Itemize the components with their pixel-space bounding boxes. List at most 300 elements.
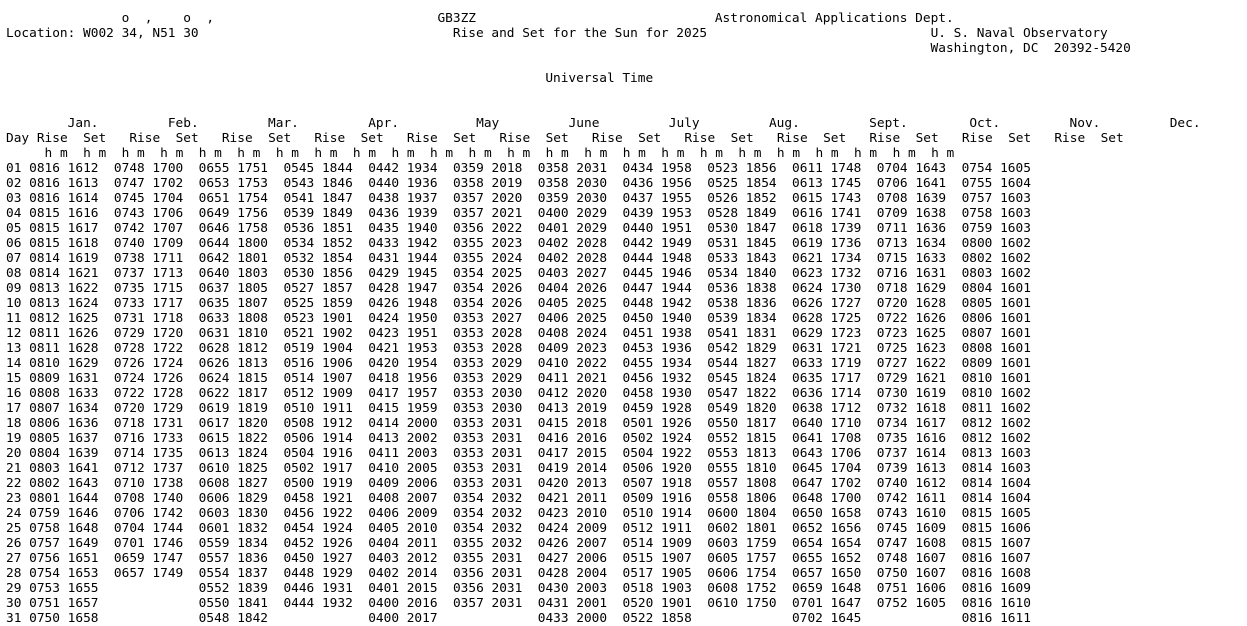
rise-set-cell: 0521 1902 bbox=[283, 326, 353, 341]
rise-set-cell: 0701 1746 bbox=[113, 536, 184, 551]
rise-set-cell: 0550 1841 bbox=[198, 596, 269, 611]
rise-set-cell: 0353 2028 bbox=[452, 341, 523, 356]
rise-set-cell: 0353 2030 bbox=[452, 386, 523, 401]
rise-set-cell: 0733 1717 bbox=[113, 296, 184, 311]
rise-set-cell: 0526 1852 bbox=[707, 191, 777, 206]
rise-column-header: Rise bbox=[499, 131, 531, 146]
rise-set-cell: 0354 2032 bbox=[452, 491, 523, 506]
day-number: 20 bbox=[6, 446, 22, 461]
rise-set-cell: 0613 1745 bbox=[792, 176, 862, 191]
rise-set-cell: 0647 1702 bbox=[792, 476, 862, 491]
rise-set-cell: 0353 2031 bbox=[452, 476, 523, 491]
rise-set-cell: 0507 1918 bbox=[622, 476, 692, 491]
rise-set-cell: 0354 2026 bbox=[452, 281, 523, 296]
rise-set-cell: 0621 1734 bbox=[792, 251, 862, 266]
rise-set-cell: 0402 2028 bbox=[537, 251, 608, 266]
rise-set-cell: 0356 2031 bbox=[452, 566, 523, 581]
rise-set-cell: 0713 1634 bbox=[876, 236, 947, 251]
rise-set-cell: 0557 1808 bbox=[707, 476, 777, 491]
rise-set-cell: 0454 1924 bbox=[283, 521, 353, 536]
rise-set-cell: 0455 1934 bbox=[622, 356, 692, 371]
rise-set-cell: 0410 2022 bbox=[537, 356, 608, 371]
day-number: 27 bbox=[6, 551, 22, 566]
rise-set-cell: 0816 1614 bbox=[29, 191, 99, 206]
rise-set-cell: 0811 1628 bbox=[29, 341, 99, 356]
rise-set-cell: 0415 2018 bbox=[537, 416, 608, 431]
rise-set-cell: 0419 2014 bbox=[537, 461, 608, 476]
day-number: 23 bbox=[6, 491, 22, 506]
rise-set-cell: 0541 1847 bbox=[283, 191, 353, 206]
rise-set-cell: 0816 1611 bbox=[961, 611, 1031, 626]
rise-set-cell: 0644 1800 bbox=[198, 236, 269, 251]
rise-set-cell: 0458 1930 bbox=[622, 386, 692, 401]
rise-set-cell: 0716 1631 bbox=[876, 266, 947, 281]
set-units: h m bbox=[314, 146, 338, 161]
rise-set-cell: 0805 1601 bbox=[961, 296, 1031, 311]
rise-set-cell: 0610 1750 bbox=[707, 596, 777, 611]
rise-set-cell: 0631 1810 bbox=[198, 326, 269, 341]
month-header: Jan. bbox=[67, 116, 99, 131]
day-number: 31 bbox=[6, 611, 22, 626]
day-number: 15 bbox=[6, 371, 22, 386]
rise-set-cell: 0816 1613 bbox=[29, 176, 99, 191]
rise-set-cell: 0709 1638 bbox=[876, 206, 947, 221]
day-number: 14 bbox=[6, 356, 22, 371]
rise-set-cell: 0536 1851 bbox=[283, 221, 353, 236]
rise-set-cell: 0404 2011 bbox=[368, 536, 438, 551]
rise-set-cell: 0531 1845 bbox=[707, 236, 777, 251]
rise-set-cell: 0615 1822 bbox=[198, 431, 269, 446]
rise-set-cell: 0805 1637 bbox=[29, 431, 99, 446]
rise-set-cell: 0436 1939 bbox=[368, 206, 438, 221]
rise-set-cell: 0410 2005 bbox=[368, 461, 438, 476]
rise-set-cell: 0802 1602 bbox=[961, 251, 1031, 266]
rise-set-cell: 0722 1626 bbox=[876, 311, 947, 326]
rise-set-cell: 0739 1613 bbox=[876, 461, 947, 476]
rise-set-cell: 0512 1911 bbox=[622, 521, 692, 536]
set-units: h m bbox=[391, 146, 415, 161]
rise-set-cell: 0555 1810 bbox=[707, 461, 777, 476]
rise-set-cell: 0754 1653 bbox=[29, 566, 99, 581]
rise-set-cell: 0523 1856 bbox=[707, 161, 777, 176]
rise-set-cell: 0718 1731 bbox=[113, 416, 184, 431]
rise-set-cell: 0730 1619 bbox=[876, 386, 947, 401]
rise-set-cell: 0543 1846 bbox=[283, 176, 353, 191]
rise-units: h m bbox=[352, 146, 377, 161]
rise-set-cell: 0716 1733 bbox=[113, 431, 184, 446]
rise-column-header: Rise bbox=[591, 131, 623, 146]
rise-set-cell: 0517 1905 bbox=[622, 566, 692, 581]
rise-set-cell: 0545 1824 bbox=[707, 371, 777, 386]
rise-set-cell: 0355 2032 bbox=[452, 536, 523, 551]
dept-name: Astronomical Applications Dept. bbox=[714, 11, 954, 26]
rise-set-cell: 0504 1922 bbox=[622, 446, 692, 461]
rise-set-cell: 0748 1700 bbox=[113, 161, 184, 176]
rise-column-header: Rise bbox=[314, 131, 346, 146]
rise-set-cell: 0458 1921 bbox=[283, 491, 353, 506]
rise-set-cell: 0810 1629 bbox=[29, 356, 99, 371]
rise-set-cell: 0657 1650 bbox=[792, 566, 862, 581]
day-number: 02 bbox=[6, 176, 22, 191]
rise-set-cell: 0618 1739 bbox=[792, 221, 862, 236]
rise-set-cell: 0635 1717 bbox=[792, 371, 862, 386]
rise-set-cell: 0544 1827 bbox=[707, 356, 777, 371]
rise-set-cell: 0414 2000 bbox=[368, 416, 438, 431]
rise-set-cell: 0631 1721 bbox=[792, 341, 862, 356]
rise-set-cell: 0523 1901 bbox=[283, 311, 353, 326]
rise-set-cell: 0423 2010 bbox=[537, 506, 608, 521]
rise-set-cell: 0812 1625 bbox=[29, 311, 99, 326]
rise-set-cell: 0701 1647 bbox=[792, 596, 862, 611]
rise-set-cell: 0405 2025 bbox=[537, 296, 608, 311]
rise-set-cell: 0616 1741 bbox=[792, 206, 862, 221]
rise-set-cell: 0444 1948 bbox=[622, 251, 692, 266]
rise-set-cell: 0727 1622 bbox=[876, 356, 947, 371]
day-number: 12 bbox=[6, 326, 22, 341]
rise-set-cell: 0623 1732 bbox=[792, 266, 862, 281]
rise-set-cell: 0452 1926 bbox=[283, 536, 353, 551]
rise-set-cell: 0734 1617 bbox=[876, 416, 947, 431]
set-column-header: Set bbox=[638, 131, 662, 146]
rise-set-cell: 0355 2024 bbox=[452, 251, 523, 266]
rise-set-cell: 0534 1852 bbox=[283, 236, 353, 251]
rise-set-cell: 0415 1959 bbox=[368, 401, 438, 416]
rise-set-cell: 0510 1914 bbox=[622, 506, 692, 521]
rise-set-cell: 0408 2007 bbox=[368, 491, 438, 506]
day-number: 08 bbox=[6, 266, 22, 281]
rise-set-cell: 0437 1955 bbox=[622, 191, 692, 206]
month-header: Apr. bbox=[368, 116, 400, 131]
rise-set-cell: 0810 1601 bbox=[961, 371, 1031, 386]
rise-set-cell: 0608 1827 bbox=[198, 476, 269, 491]
rise-set-cell: 0439 1953 bbox=[622, 206, 692, 221]
rise-set-cell: 0411 2021 bbox=[537, 371, 608, 386]
rise-set-cell: 0755 1604 bbox=[961, 176, 1031, 191]
rise-set-cell: 0504 1916 bbox=[283, 446, 353, 461]
rise-set-cell: 0354 2032 bbox=[452, 506, 523, 521]
set-units: h m bbox=[622, 146, 646, 161]
rise-set-cell: 0409 2023 bbox=[537, 341, 608, 356]
rise-set-cell: 0539 1849 bbox=[283, 206, 353, 221]
rise-set-cell: 0353 2028 bbox=[452, 326, 523, 341]
rise-set-cell: 0548 1842 bbox=[198, 611, 269, 626]
rise-set-cell: 0519 1904 bbox=[283, 341, 353, 356]
rise-set-cell: 0359 2030 bbox=[537, 191, 608, 206]
rise-set-cell: 0508 1912 bbox=[283, 416, 353, 431]
day-number: 09 bbox=[6, 281, 22, 296]
rise-set-cell: 0512 1909 bbox=[283, 386, 353, 401]
rise-units: h m bbox=[198, 146, 222, 161]
rise-units: h m bbox=[584, 146, 608, 161]
rise-set-cell: 0702 1645 bbox=[792, 611, 862, 626]
rise-set-cell: 0608 1752 bbox=[707, 581, 777, 596]
set-column-header: Set bbox=[1100, 131, 1124, 146]
rise-set-cell: 0426 1948 bbox=[368, 296, 438, 311]
rise-set-cell: 0704 1643 bbox=[876, 161, 947, 176]
rise-set-cell: 0444 1932 bbox=[283, 596, 353, 611]
rise-set-cell: 0557 1836 bbox=[198, 551, 269, 566]
day-number: 07 bbox=[6, 251, 22, 266]
rise-set-cell: 0400 2017 bbox=[368, 611, 438, 626]
rise-set-cell: 0624 1730 bbox=[792, 281, 862, 296]
rise-set-cell: 0617 1820 bbox=[198, 416, 269, 431]
month-header: June bbox=[568, 116, 600, 131]
rise-set-cell: 0600 1804 bbox=[707, 506, 777, 521]
rise-set-cell: 0735 1616 bbox=[876, 431, 947, 446]
rise-set-cell: 0708 1740 bbox=[113, 491, 184, 506]
rise-set-cell: 0440 1951 bbox=[622, 221, 692, 236]
rise-set-cell: 0815 1618 bbox=[29, 236, 99, 251]
month-header: Feb. bbox=[167, 116, 199, 131]
rise-set-cell: 0657 1749 bbox=[113, 566, 184, 581]
rise-set-cell: 0800 1602 bbox=[961, 236, 1031, 251]
day-number: 11 bbox=[6, 311, 22, 326]
set-column-header: Set bbox=[915, 131, 939, 146]
rise-set-cell: 0628 1812 bbox=[198, 341, 269, 356]
rise-set-cell: 0446 1931 bbox=[283, 581, 353, 596]
rise-set-cell: 0430 2003 bbox=[537, 581, 608, 596]
rise-set-cell: 0811 1602 bbox=[961, 401, 1031, 416]
rise-set-cell: 0653 1753 bbox=[198, 176, 269, 191]
rise-set-cell: 0750 1658 bbox=[29, 611, 99, 626]
rise-set-cell: 0353 2031 bbox=[452, 431, 523, 446]
rise-set-cell: 0433 2000 bbox=[537, 611, 608, 626]
rise-set-cell: 0353 2031 bbox=[452, 461, 523, 476]
rise-set-cell: 0400 2016 bbox=[368, 596, 438, 611]
month-header: Oct. bbox=[969, 116, 1001, 131]
rise-set-cell: 0533 1843 bbox=[707, 251, 777, 266]
rise-set-cell: 0354 2025 bbox=[452, 266, 523, 281]
day-number: 18 bbox=[6, 416, 22, 431]
rise-set-cell: 0757 1649 bbox=[29, 536, 99, 551]
rise-set-cell: 0759 1603 bbox=[961, 221, 1031, 236]
rise-set-cell: 0433 1942 bbox=[368, 236, 438, 251]
set-units: h m bbox=[237, 146, 261, 161]
rise-set-report bbox=[6, 11, 1247, 626]
rise-set-cell: 0545 1844 bbox=[283, 161, 353, 176]
rise-set-cell: 0542 1829 bbox=[707, 341, 777, 356]
rise-set-cell: 0522 1858 bbox=[622, 611, 692, 626]
set-units: h m bbox=[160, 146, 184, 161]
rise-set-cell: 0603 1830 bbox=[198, 506, 269, 521]
rise-set-cell: 0428 1947 bbox=[368, 281, 438, 296]
day-number: 30 bbox=[6, 596, 22, 611]
rise-set-cell: 0358 2031 bbox=[537, 161, 608, 176]
rise-set-cell: 0358 2019 bbox=[452, 176, 523, 191]
rise-set-cell: 0747 1702 bbox=[113, 176, 184, 191]
rise-set-cell: 0659 1648 bbox=[792, 581, 862, 596]
rise-set-cell: 0726 1724 bbox=[113, 356, 184, 371]
rise-set-cell: 0506 1920 bbox=[622, 461, 692, 476]
rise-set-cell: 0637 1805 bbox=[198, 281, 269, 296]
set-column-header: Set bbox=[360, 131, 384, 146]
rise-set-cell: 0814 1619 bbox=[29, 251, 99, 266]
rise-set-cell: 0804 1639 bbox=[29, 446, 99, 461]
rise-units: h m bbox=[892, 146, 916, 161]
day-number: 06 bbox=[6, 236, 22, 251]
rise-set-cell: 0704 1744 bbox=[113, 521, 184, 536]
rise-set-cell: 0358 2030 bbox=[537, 176, 608, 191]
rise-set-cell: 0809 1631 bbox=[29, 371, 99, 386]
rise-set-cell: 0803 1641 bbox=[29, 461, 99, 476]
rise-set-cell: 0353 2029 bbox=[452, 371, 523, 386]
rise-set-cell: 0743 1610 bbox=[876, 506, 947, 521]
report-title: Rise and Set for the Sun for 2025 bbox=[452, 26, 708, 41]
rise-set-cell: 0406 2025 bbox=[537, 311, 608, 326]
rise-set-cell: 0814 1621 bbox=[29, 266, 99, 281]
rise-set-cell: 0510 1911 bbox=[283, 401, 353, 416]
rise-set-cell: 0659 1747 bbox=[113, 551, 184, 566]
rise-set-cell: 0450 1940 bbox=[622, 311, 692, 326]
rise-set-cell: 0807 1601 bbox=[961, 326, 1031, 341]
rise-set-cell: 0514 1907 bbox=[283, 371, 353, 386]
rise-set-cell: 0353 2031 bbox=[452, 416, 523, 431]
rise-set-cell: 0403 2027 bbox=[537, 266, 608, 281]
rise-set-cell: 0706 1641 bbox=[876, 176, 947, 191]
rise-set-cell: 0459 1928 bbox=[622, 401, 692, 416]
rise-set-cell: 0525 1854 bbox=[707, 176, 777, 191]
rise-set-cell: 0408 2024 bbox=[537, 326, 608, 341]
rise-set-cell: 0456 1932 bbox=[622, 371, 692, 386]
rise-set-cell: 0816 1607 bbox=[961, 551, 1031, 566]
set-units: h m bbox=[468, 146, 492, 161]
rise-set-cell: 0610 1825 bbox=[198, 461, 269, 476]
rise-set-cell: 0417 1957 bbox=[368, 386, 438, 401]
day-number: 19 bbox=[6, 431, 22, 446]
rise-set-cell: 0714 1735 bbox=[113, 446, 184, 461]
rise-column-header: Rise bbox=[776, 131, 808, 146]
rise-set-cell: 0538 1836 bbox=[707, 296, 777, 311]
rise-set-cell: 0806 1636 bbox=[29, 416, 99, 431]
rise-set-cell: 0552 1815 bbox=[707, 431, 777, 446]
set-units: h m bbox=[931, 146, 955, 161]
rise-set-cell: 0751 1657 bbox=[29, 596, 99, 611]
rise-set-cell: 0806 1601 bbox=[961, 311, 1031, 326]
rise-set-cell: 0710 1738 bbox=[113, 476, 184, 491]
rise-set-cell: 0722 1728 bbox=[113, 386, 184, 401]
rise-set-cell: 0635 1807 bbox=[198, 296, 269, 311]
rise-set-cell: 0516 1906 bbox=[283, 356, 353, 371]
rise-set-cell: 0501 1926 bbox=[622, 416, 692, 431]
rise-set-cell: 0434 1958 bbox=[622, 161, 692, 176]
rise-set-cell: 0629 1723 bbox=[792, 326, 862, 341]
rise-set-cell: 0720 1729 bbox=[113, 401, 184, 416]
rise-set-cell: 0619 1819 bbox=[198, 401, 269, 416]
rise-set-cell: 0745 1704 bbox=[113, 191, 184, 206]
rise-set-cell: 0506 1914 bbox=[283, 431, 353, 446]
rise-set-cell: 0559 1834 bbox=[198, 536, 269, 551]
rise-set-cell: 0720 1628 bbox=[876, 296, 947, 311]
rise-set-cell: 0708 1639 bbox=[876, 191, 947, 206]
rise-column-header: Rise bbox=[869, 131, 901, 146]
rise-set-cell: 0611 1748 bbox=[792, 161, 862, 176]
rise-set-cell: 0606 1829 bbox=[198, 491, 269, 506]
day-number: 05 bbox=[6, 221, 22, 236]
rise-set-cell: 0409 2006 bbox=[368, 476, 438, 491]
rise-set-cell: 0359 2018 bbox=[452, 161, 523, 176]
set-column-header: Set bbox=[175, 131, 199, 146]
rise-set-cell: 0757 1603 bbox=[961, 191, 1031, 206]
rise-units: h m bbox=[738, 146, 762, 161]
rise-set-cell: 0731 1718 bbox=[113, 311, 184, 326]
rise-column-header: Rise bbox=[129, 131, 161, 146]
set-units: h m bbox=[854, 146, 878, 161]
rise-set-cell: 0745 1609 bbox=[876, 521, 947, 536]
rise-set-cell: 0416 2016 bbox=[537, 431, 608, 446]
rise-set-cell: 0748 1607 bbox=[876, 551, 947, 566]
rise-set-cell: 0652 1656 bbox=[792, 521, 862, 536]
rise-set-cell: 0421 1953 bbox=[368, 341, 438, 356]
rise-set-cell: 0518 1903 bbox=[622, 581, 692, 596]
rise-set-cell: 0520 1901 bbox=[622, 596, 692, 611]
rise-set-cell: 0456 1922 bbox=[283, 506, 353, 521]
rise-set-cell: 0402 2028 bbox=[537, 236, 608, 251]
rise-set-cell: 0626 1727 bbox=[792, 296, 862, 311]
rise-set-cell: 0740 1709 bbox=[113, 236, 184, 251]
rise-set-cell: 0428 2004 bbox=[537, 566, 608, 581]
rise-set-cell: 0613 1824 bbox=[198, 446, 269, 461]
rise-set-cell: 0812 1602 bbox=[961, 431, 1031, 446]
rise-set-cell: 0448 1942 bbox=[622, 296, 692, 311]
rise-set-cell: 0809 1601 bbox=[961, 356, 1031, 371]
rise-set-cell: 0354 2032 bbox=[452, 521, 523, 536]
rise-set-cell: 0813 1624 bbox=[29, 296, 99, 311]
rise-set-cell: 0553 1813 bbox=[707, 446, 777, 461]
day-number: 24 bbox=[6, 506, 22, 521]
rise-set-cell: 0804 1601 bbox=[961, 281, 1031, 296]
rise-set-cell: 0813 1622 bbox=[29, 281, 99, 296]
set-units: h m bbox=[545, 146, 569, 161]
rise-set-cell: 0550 1817 bbox=[707, 416, 777, 431]
rise-set-cell: 0355 2031 bbox=[452, 551, 523, 566]
rise-set-cell: 0815 1616 bbox=[29, 206, 99, 221]
rise-set-cell: 0803 1602 bbox=[961, 266, 1031, 281]
rise-set-cell: 0633 1719 bbox=[792, 356, 862, 371]
rise-set-cell: 0740 1612 bbox=[876, 476, 947, 491]
rise-set-cell: 0530 1856 bbox=[283, 266, 353, 281]
rise-column-header: Rise bbox=[684, 131, 716, 146]
rise-set-cell: 0816 1612 bbox=[29, 161, 99, 176]
rise-set-cell: 0402 2014 bbox=[368, 566, 438, 581]
rise-set-cell: 0453 1936 bbox=[622, 341, 692, 356]
day-number: 13 bbox=[6, 341, 22, 356]
rise-set-cell: 0624 1815 bbox=[198, 371, 269, 386]
rise-set-cell: 0640 1803 bbox=[198, 266, 269, 281]
rise-set-cell: 0750 1607 bbox=[876, 566, 947, 581]
rise-set-cell: 0534 1840 bbox=[707, 266, 777, 281]
rise-set-cell: 0742 1707 bbox=[113, 221, 184, 236]
rise-set-cell: 0606 1754 bbox=[707, 566, 777, 581]
rise-set-cell: 0735 1715 bbox=[113, 281, 184, 296]
rise-set-cell: 0502 1917 bbox=[283, 461, 353, 476]
rise-set-cell: 0724 1726 bbox=[113, 371, 184, 386]
rise-set-cell: 0532 1854 bbox=[283, 251, 353, 266]
day-number: 17 bbox=[6, 401, 22, 416]
rise-set-cell: 0500 1919 bbox=[283, 476, 353, 491]
month-header: Mar. bbox=[268, 116, 299, 131]
rise-set-cell: 0405 2010 bbox=[368, 521, 438, 536]
month-header: May bbox=[476, 116, 500, 131]
day-number: 04 bbox=[6, 206, 22, 221]
rise-set-cell: 0357 2020 bbox=[452, 191, 523, 206]
rise-set-cell: 0808 1633 bbox=[29, 386, 99, 401]
rise-set-cell: 0440 1936 bbox=[368, 176, 438, 191]
observatory-address: Washington, DC 20392-5420 bbox=[930, 41, 1131, 56]
rise-set-cell: 0400 2029 bbox=[537, 206, 608, 221]
rise-set-cell: 0401 2029 bbox=[537, 221, 608, 236]
rise-set-cell: 0447 1944 bbox=[622, 281, 692, 296]
rise-set-cell: 0353 2030 bbox=[452, 401, 523, 416]
